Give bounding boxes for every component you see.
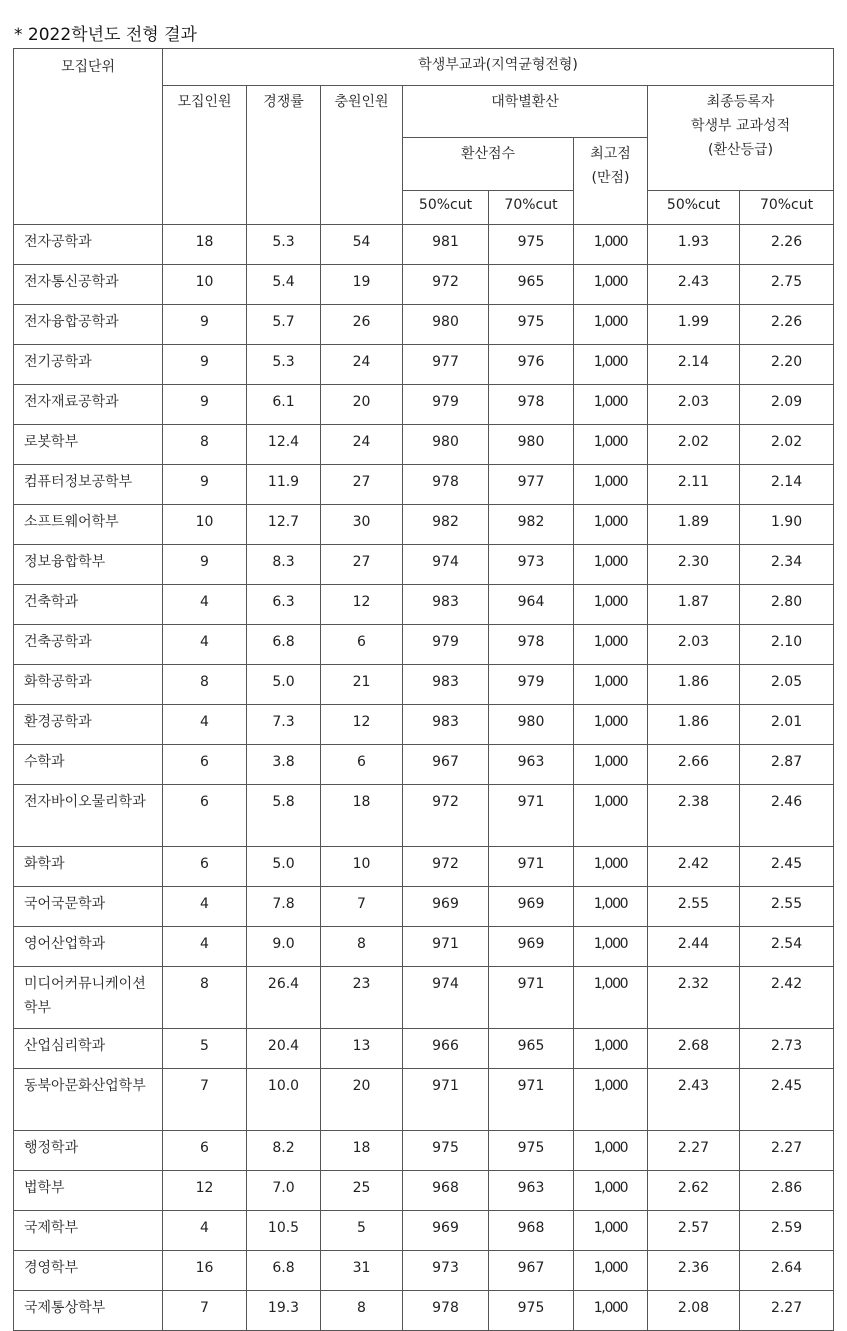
cell-ratio: 6.8 [247, 1251, 321, 1291]
cell-quota: 4 [163, 625, 247, 665]
cell-score-70cut: 969 [489, 887, 574, 927]
cell-grade-70cut: 2.27 [740, 1131, 834, 1171]
cell-grade-50cut: 1.87 [648, 585, 740, 625]
table-row [14, 345, 834, 385]
cell-name: 국제통상학부 [14, 1291, 163, 1331]
cell-score-50cut: 973 [403, 1251, 489, 1291]
cell-grade-50cut: 2.66 [648, 745, 740, 785]
table-row [14, 465, 834, 505]
cell-quota: 4 [163, 705, 247, 745]
cell-ratio: 7.0 [247, 1171, 321, 1211]
cell-quota: 9 [163, 465, 247, 505]
cell-extra: 6 [321, 745, 403, 785]
table-row [14, 1131, 834, 1171]
cell-score-50cut: 969 [403, 887, 489, 927]
cell-grade-70cut: 2.73 [740, 1029, 834, 1069]
cell-name: 전자융합공학과 [14, 305, 163, 345]
header-group: 학생부교과(지역균형전형) [163, 49, 834, 86]
cell-score-50cut: 972 [403, 785, 489, 847]
cell-score-70cut: 964 [489, 585, 574, 625]
cell-max: 1,000 [574, 785, 648, 847]
cell-max: 1,000 [574, 585, 648, 625]
table-row [14, 305, 834, 345]
header-grade-70cut: 70%cut [740, 191, 834, 225]
cell-score-70cut: 976 [489, 345, 574, 385]
cell-extra: 27 [321, 545, 403, 585]
cell-grade-50cut: 2.55 [648, 887, 740, 927]
cell-name: 산업심리학과 [14, 1029, 163, 1069]
cell-extra: 18 [321, 785, 403, 847]
cell-grade-70cut: 2.02 [740, 425, 834, 465]
cell-quota: 6 [163, 745, 247, 785]
table-row [14, 585, 834, 625]
cell-score-70cut: 982 [489, 505, 574, 545]
cell-name: 컴퓨터정보공학부 [14, 465, 163, 505]
cell-name: 화학공학과 [14, 665, 163, 705]
cell-grade-50cut: 2.08 [648, 1291, 740, 1331]
cell-extra: 26 [321, 305, 403, 345]
cell-quota: 9 [163, 345, 247, 385]
cell-max: 1,000 [574, 1291, 648, 1331]
cell-extra: 18 [321, 1131, 403, 1171]
cell-score-70cut: 978 [489, 625, 574, 665]
cell-quota: 8 [163, 665, 247, 705]
cell-max: 1,000 [574, 345, 648, 385]
cell-score-50cut: 978 [403, 1291, 489, 1331]
cell-ratio: 5.3 [247, 345, 321, 385]
cell-grade-50cut: 2.03 [648, 625, 740, 665]
cell-max: 1,000 [574, 225, 648, 265]
cell-quota: 10 [163, 505, 247, 545]
cell-grade-50cut: 2.44 [648, 927, 740, 967]
cell-max: 1,000 [574, 967, 648, 1029]
cell-grade-70cut: 2.27 [740, 1291, 834, 1331]
cell-max: 1,000 [574, 425, 648, 465]
cell-quota: 5 [163, 1029, 247, 1069]
cell-quota: 4 [163, 585, 247, 625]
cell-grade-70cut: 2.45 [740, 847, 834, 887]
cell-name: 건축공학과 [14, 625, 163, 665]
cell-score-50cut: 980 [403, 305, 489, 345]
cell-max: 1,000 [574, 465, 648, 505]
cell-score-50cut: 972 [403, 847, 489, 887]
table-row [14, 1251, 834, 1291]
cell-score-70cut: 963 [489, 1171, 574, 1211]
cell-grade-50cut: 2.02 [648, 425, 740, 465]
admission-results-table [13, 48, 834, 1331]
cell-quota: 9 [163, 545, 247, 585]
table-row [14, 1211, 834, 1251]
cell-score-50cut: 971 [403, 1069, 489, 1131]
cell-grade-70cut: 2.09 [740, 385, 834, 425]
cell-grade-70cut: 2.86 [740, 1171, 834, 1211]
cell-quota: 18 [163, 225, 247, 265]
cell-score-50cut: 980 [403, 425, 489, 465]
cell-ratio: 19.3 [247, 1291, 321, 1331]
cell-grade-50cut: 1.86 [648, 665, 740, 705]
table-row [14, 545, 834, 585]
cell-score-70cut: 971 [489, 967, 574, 1029]
cell-ratio: 26.4 [247, 967, 321, 1029]
cell-ratio: 5.4 [247, 265, 321, 305]
cell-score-50cut: 972 [403, 265, 489, 305]
table-row [14, 1291, 834, 1331]
cell-quota: 9 [163, 305, 247, 345]
cell-score-50cut: 983 [403, 705, 489, 745]
cell-grade-50cut: 1.93 [648, 225, 740, 265]
cell-name: 건축학과 [14, 585, 163, 625]
cell-max: 1,000 [574, 265, 648, 305]
table-row [14, 225, 834, 265]
cell-extra: 54 [321, 225, 403, 265]
table-row [14, 1069, 834, 1131]
cell-quota: 7 [163, 1069, 247, 1131]
cell-quota: 4 [163, 1211, 247, 1251]
cell-extra: 13 [321, 1029, 403, 1069]
cell-ratio: 20.4 [247, 1029, 321, 1069]
header-max-line2: (만점) [591, 170, 630, 186]
cell-score-50cut: 975 [403, 1131, 489, 1171]
cell-extra: 20 [321, 385, 403, 425]
cell-score-70cut: 965 [489, 265, 574, 305]
cell-grade-70cut: 2.05 [740, 665, 834, 705]
cell-score-50cut: 978 [403, 465, 489, 505]
cell-grade-70cut: 2.80 [740, 585, 834, 625]
cell-max: 1,000 [574, 385, 648, 425]
cell-name: 미디어커뮤니케이션학부 [14, 967, 163, 1029]
cell-extra: 5 [321, 1211, 403, 1251]
cell-score-50cut: 969 [403, 1211, 489, 1251]
cell-score-70cut: 980 [489, 425, 574, 465]
cell-quota: 10 [163, 265, 247, 305]
table-row [14, 1171, 834, 1211]
cell-max: 1,000 [574, 625, 648, 665]
cell-name: 경영학부 [14, 1251, 163, 1291]
cell-max: 1,000 [574, 505, 648, 545]
cell-max: 1,000 [574, 1211, 648, 1251]
cell-max: 1,000 [574, 545, 648, 585]
cell-score-50cut: 974 [403, 967, 489, 1029]
cell-grade-50cut: 2.32 [648, 967, 740, 1029]
cell-name: 수학과 [14, 745, 163, 785]
cell-ratio: 11.9 [247, 465, 321, 505]
cell-extra: 19 [321, 265, 403, 305]
cell-extra: 10 [321, 847, 403, 887]
cell-grade-50cut: 2.03 [648, 385, 740, 425]
table-row [14, 887, 834, 927]
cell-grade-70cut: 2.45 [740, 1069, 834, 1131]
header-final-line1: 최종등록자 [706, 94, 775, 110]
cell-grade-70cut: 2.54 [740, 927, 834, 967]
cell-ratio: 8.2 [247, 1131, 321, 1171]
cell-name: 전자재료공학과 [14, 385, 163, 425]
cell-name: 국어국문학과 [14, 887, 163, 927]
cell-score-70cut: 975 [489, 1291, 574, 1331]
header-final-line3: (환산등급) [708, 142, 774, 158]
cell-grade-50cut: 2.36 [648, 1251, 740, 1291]
cell-score-70cut: 968 [489, 1211, 574, 1251]
table-body [14, 225, 834, 1331]
cell-score-50cut: 968 [403, 1171, 489, 1211]
header-extra: 충원인원 [321, 86, 403, 225]
cell-ratio: 7.3 [247, 705, 321, 745]
cell-quota: 7 [163, 1291, 247, 1331]
cell-grade-50cut: 2.68 [648, 1029, 740, 1069]
cell-ratio: 10.5 [247, 1211, 321, 1251]
cell-score-50cut: 983 [403, 585, 489, 625]
cell-score-70cut: 975 [489, 225, 574, 265]
cell-grade-70cut: 2.55 [740, 887, 834, 927]
cell-name: 전자바이오물리학과 [14, 785, 163, 847]
cell-score-70cut: 973 [489, 545, 574, 585]
table-row [14, 625, 834, 665]
table-row [14, 665, 834, 705]
cell-max: 1,000 [574, 847, 648, 887]
cell-quota: 12 [163, 1171, 247, 1211]
cell-extra: 31 [321, 1251, 403, 1291]
cell-score-70cut: 971 [489, 785, 574, 847]
header-converted: 대학별환산 [403, 86, 648, 138]
cell-grade-70cut: 2.64 [740, 1251, 834, 1291]
cell-max: 1,000 [574, 1069, 648, 1131]
cell-ratio: 5.7 [247, 305, 321, 345]
header-score-50cut: 50%cut [403, 191, 489, 225]
table-caption: * 2022학년도 전형 결과 [14, 25, 197, 45]
cell-ratio: 8.3 [247, 545, 321, 585]
cell-extra: 24 [321, 425, 403, 465]
cell-max: 1,000 [574, 1131, 648, 1171]
cell-name: 화학과 [14, 847, 163, 887]
cell-max: 1,000 [574, 927, 648, 967]
cell-extra: 25 [321, 1171, 403, 1211]
header-grade-50cut: 50%cut [648, 191, 740, 225]
table-row [14, 425, 834, 465]
cell-quota: 6 [163, 1131, 247, 1171]
header-quota: 모집인원 [163, 86, 247, 225]
cell-ratio: 6.8 [247, 625, 321, 665]
cell-name: 전기공학과 [14, 345, 163, 385]
cell-score-50cut: 966 [403, 1029, 489, 1069]
cell-score-70cut: 969 [489, 927, 574, 967]
cell-grade-70cut: 2.20 [740, 345, 834, 385]
cell-ratio: 5.0 [247, 665, 321, 705]
header-score: 환산점수 [403, 138, 574, 191]
cell-quota: 16 [163, 1251, 247, 1291]
cell-score-50cut: 967 [403, 745, 489, 785]
cell-grade-70cut: 2.26 [740, 305, 834, 345]
cell-score-70cut: 971 [489, 1069, 574, 1131]
cell-ratio: 3.8 [247, 745, 321, 785]
cell-grade-50cut: 2.43 [648, 1069, 740, 1131]
cell-grade-50cut: 1.89 [648, 505, 740, 545]
cell-extra: 20 [321, 1069, 403, 1131]
cell-grade-70cut: 2.87 [740, 745, 834, 785]
cell-grade-50cut: 1.99 [648, 305, 740, 345]
cell-grade-50cut: 2.30 [648, 545, 740, 585]
cell-name: 정보융합학부 [14, 545, 163, 585]
cell-extra: 12 [321, 585, 403, 625]
header-final-line2: 학생부 교과성적 [690, 118, 791, 134]
cell-ratio: 12.7 [247, 505, 321, 545]
cell-max: 1,000 [574, 887, 648, 927]
cell-score-70cut: 963 [489, 745, 574, 785]
cell-max: 1,000 [574, 305, 648, 345]
cell-grade-70cut: 2.10 [740, 625, 834, 665]
table-row [14, 505, 834, 545]
cell-name: 영어산업학과 [14, 927, 163, 967]
cell-max: 1,000 [574, 1251, 648, 1291]
cell-score-70cut: 978 [489, 385, 574, 425]
cell-extra: 8 [321, 1291, 403, 1331]
cell-quota: 6 [163, 847, 247, 887]
table-row [14, 385, 834, 425]
cell-grade-50cut: 2.27 [648, 1131, 740, 1171]
cell-extra: 8 [321, 927, 403, 967]
cell-score-50cut: 979 [403, 625, 489, 665]
table-row [14, 927, 834, 967]
cell-name: 동북아문화산업학부 [14, 1069, 163, 1131]
cell-extra: 7 [321, 887, 403, 927]
cell-quota: 8 [163, 967, 247, 1029]
cell-max: 1,000 [574, 705, 648, 745]
cell-score-50cut: 974 [403, 545, 489, 585]
cell-score-50cut: 983 [403, 665, 489, 705]
table-row [14, 967, 834, 1029]
table-row [14, 745, 834, 785]
cell-ratio: 5.0 [247, 847, 321, 887]
cell-ratio: 6.3 [247, 585, 321, 625]
cell-max: 1,000 [574, 1171, 648, 1211]
cell-ratio: 9.0 [247, 927, 321, 967]
cell-score-50cut: 979 [403, 385, 489, 425]
cell-extra: 27 [321, 465, 403, 505]
cell-grade-70cut: 2.14 [740, 465, 834, 505]
cell-name: 소프트웨어학부 [14, 505, 163, 545]
table-row [14, 847, 834, 887]
cell-name: 환경공학과 [14, 705, 163, 745]
cell-quota: 4 [163, 927, 247, 967]
cell-extra: 24 [321, 345, 403, 385]
cell-score-70cut: 965 [489, 1029, 574, 1069]
cell-grade-50cut: 2.11 [648, 465, 740, 505]
cell-score-50cut: 977 [403, 345, 489, 385]
cell-quota: 8 [163, 425, 247, 465]
cell-score-70cut: 971 [489, 847, 574, 887]
cell-grade-70cut: 2.42 [740, 967, 834, 1029]
cell-ratio: 10.0 [247, 1069, 321, 1131]
cell-score-50cut: 971 [403, 927, 489, 967]
cell-grade-50cut: 2.14 [648, 345, 740, 385]
cell-name: 전자공학과 [14, 225, 163, 265]
cell-grade-70cut: 2.59 [740, 1211, 834, 1251]
cell-ratio: 5.3 [247, 225, 321, 265]
table-row [14, 705, 834, 745]
cell-max: 1,000 [574, 745, 648, 785]
cell-extra: 30 [321, 505, 403, 545]
cell-grade-50cut: 2.62 [648, 1171, 740, 1211]
cell-grade-50cut: 2.42 [648, 847, 740, 887]
cell-name: 행정학과 [14, 1131, 163, 1171]
header-score-70cut: 70%cut [489, 191, 574, 225]
cell-ratio: 6.1 [247, 385, 321, 425]
cell-grade-50cut: 2.43 [648, 265, 740, 305]
cell-ratio: 5.8 [247, 785, 321, 847]
header-max-line1: 최고점 [590, 146, 631, 162]
cell-extra: 23 [321, 967, 403, 1029]
header-max [574, 138, 648, 225]
cell-quota: 4 [163, 887, 247, 927]
cell-grade-70cut: 2.75 [740, 265, 834, 305]
cell-name: 로봇학부 [14, 425, 163, 465]
cell-grade-70cut: 2.26 [740, 225, 834, 265]
cell-score-70cut: 977 [489, 465, 574, 505]
header-ratio: 경쟁률 [247, 86, 321, 225]
cell-score-50cut: 982 [403, 505, 489, 545]
table-row [14, 265, 834, 305]
cell-max: 1,000 [574, 1029, 648, 1069]
cell-quota: 6 [163, 785, 247, 847]
cell-score-70cut: 967 [489, 1251, 574, 1291]
cell-name: 전자통신공학과 [14, 265, 163, 305]
cell-grade-50cut: 2.57 [648, 1211, 740, 1251]
cell-max: 1,000 [574, 665, 648, 705]
cell-score-50cut: 981 [403, 225, 489, 265]
cell-grade-70cut: 2.34 [740, 545, 834, 585]
cell-score-70cut: 975 [489, 1131, 574, 1171]
cell-grade-50cut: 2.38 [648, 785, 740, 847]
cell-score-70cut: 975 [489, 305, 574, 345]
cell-extra: 6 [321, 625, 403, 665]
cell-extra: 21 [321, 665, 403, 705]
cell-name: 국제학부 [14, 1211, 163, 1251]
cell-quota: 9 [163, 385, 247, 425]
cell-score-70cut: 980 [489, 705, 574, 745]
cell-grade-70cut: 2.46 [740, 785, 834, 847]
header-final [648, 86, 834, 191]
cell-extra: 12 [321, 705, 403, 745]
cell-ratio: 7.8 [247, 887, 321, 927]
header-unit: 모집단위 [14, 49, 163, 225]
cell-grade-70cut: 1.90 [740, 505, 834, 545]
cell-score-70cut: 979 [489, 665, 574, 705]
cell-name: 법학부 [14, 1171, 163, 1211]
table-row [14, 785, 834, 847]
cell-grade-70cut: 2.01 [740, 705, 834, 745]
cell-grade-50cut: 1.86 [648, 705, 740, 745]
cell-ratio: 12.4 [247, 425, 321, 465]
table-row [14, 1029, 834, 1069]
